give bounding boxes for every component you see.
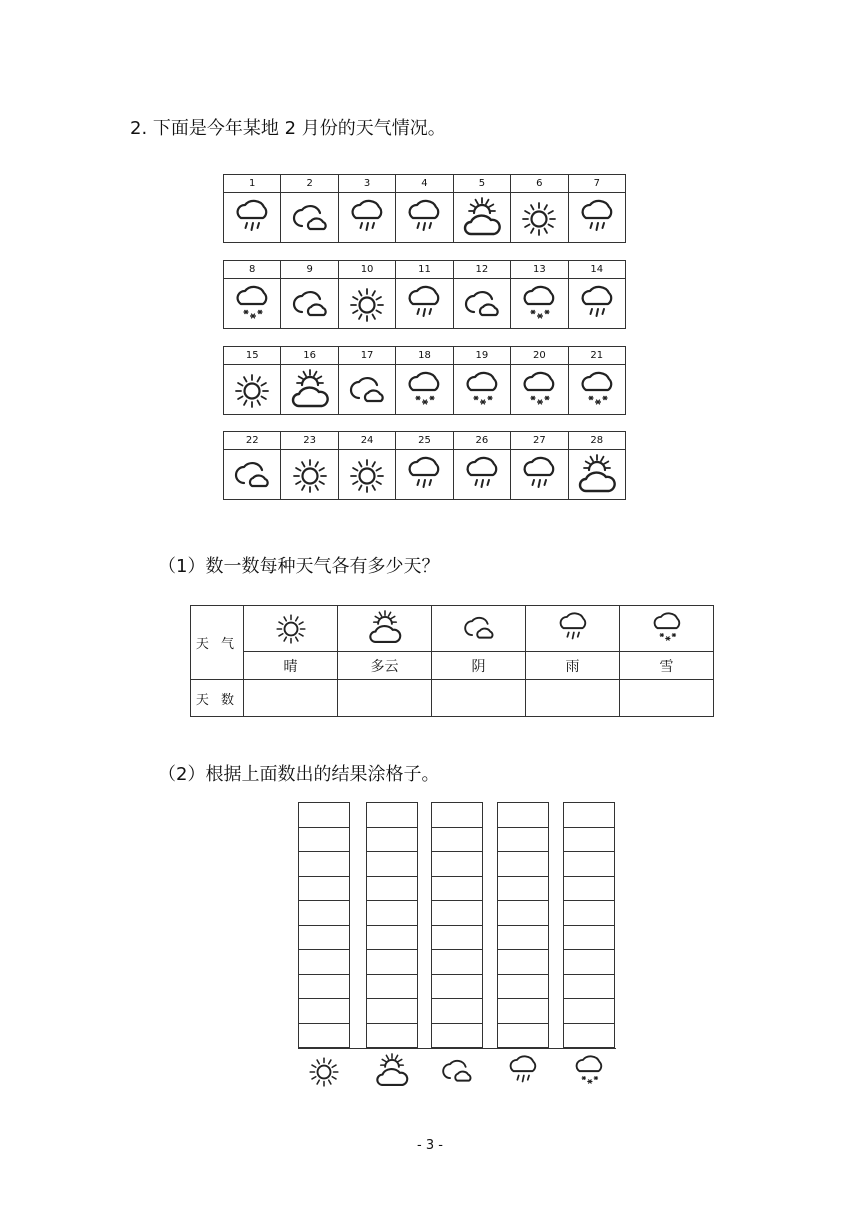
weather-icon-row (224, 193, 626, 243)
day-number: 1 (224, 175, 281, 193)
calendar-week-4 (223, 431, 626, 500)
weather-icon-row (224, 279, 626, 329)
weather-cell-sunny (244, 606, 338, 652)
weather-cell-overcast (281, 193, 338, 243)
weather-cell-partly-cloudy (281, 365, 338, 415)
grid-cell[interactable] (564, 827, 615, 852)
day-number-row (224, 347, 626, 365)
label-overcast: 阴 (432, 652, 526, 680)
day-number: 19 (453, 347, 510, 365)
day-number: 2 (281, 175, 338, 193)
grid-cell[interactable] (564, 901, 615, 926)
weather-cell-sunny (224, 365, 281, 415)
partly-cloudy-icon (366, 610, 404, 648)
weather-cell-rain (453, 450, 510, 500)
day-number: 23 (281, 432, 338, 450)
grid-cell[interactable] (564, 974, 615, 999)
label-rain: 雨 (526, 652, 620, 680)
overcast-icon (288, 283, 332, 327)
snow-icon (460, 369, 504, 413)
calendar-week-1 (223, 174, 626, 243)
weather-cell-partly-cloudy (568, 450, 625, 500)
day-number: 27 (511, 432, 568, 450)
grid-cell[interactable] (432, 974, 483, 999)
weather-icon-row (224, 365, 626, 415)
grid-cell[interactable] (432, 827, 483, 852)
grid-cell[interactable] (299, 1023, 350, 1048)
day-number: 26 (453, 432, 510, 450)
grid-cell[interactable] (299, 925, 350, 950)
grid-cell[interactable] (299, 852, 350, 877)
grid-cell[interactable] (299, 876, 350, 901)
weather-cell-rain (526, 606, 620, 652)
day-number: 21 (568, 347, 625, 365)
day-number: 12 (453, 261, 510, 279)
grid-cell[interactable] (498, 827, 549, 852)
grid-cell[interactable] (498, 803, 549, 828)
grid-column-snow (563, 802, 615, 1048)
snow-icon (575, 369, 619, 413)
grid-cell[interactable] (564, 950, 615, 975)
weather-cell-rain (511, 450, 568, 500)
grid-cell[interactable] (367, 876, 418, 901)
rain-icon (345, 197, 389, 241)
weather-icon-row (224, 450, 626, 500)
day-number: 13 (511, 261, 568, 279)
grid-cell[interactable] (432, 901, 483, 926)
day-number: 15 (224, 347, 281, 365)
sunny-icon (272, 610, 310, 648)
grid-cell[interactable] (498, 852, 549, 877)
day-number: 5 (453, 175, 510, 193)
day-number-row (224, 261, 626, 279)
partly-cloudy-icon (575, 454, 619, 498)
snow-icon (517, 283, 561, 327)
grid-cell[interactable] (367, 950, 418, 975)
grid-cell[interactable] (432, 950, 483, 975)
grid-cell[interactable] (299, 974, 350, 999)
grid-cell[interactable] (564, 999, 615, 1024)
day-number-row (224, 432, 626, 450)
day-number: 24 (338, 432, 395, 450)
weather-cell-sunny (338, 279, 395, 329)
grid-cell[interactable] (367, 803, 418, 828)
question-part-2: （2）根据上面数出的结果涂格子。 (158, 764, 440, 785)
day-number: 22 (224, 432, 281, 450)
label-row (191, 652, 714, 680)
day-number: 3 (338, 175, 395, 193)
weather-cell-overcast (453, 279, 510, 329)
day-number: 10 (338, 261, 395, 279)
day-number: 7 (568, 175, 625, 193)
label-partly-cloudy: 多云 (338, 652, 432, 680)
partly-cloudy-icon (288, 369, 332, 413)
day-number: 16 (281, 347, 338, 365)
rain-icon (575, 197, 619, 241)
weather-cell-overcast (224, 450, 281, 500)
weather-cell-partly-cloudy (453, 193, 510, 243)
rain-icon (230, 197, 274, 241)
question-title: 2. 下面是今年某地 2 月份的天气情况。 (130, 118, 446, 139)
snow-icon (570, 1053, 608, 1091)
grid-cell[interactable] (367, 999, 418, 1024)
calendar-week-2 (223, 260, 626, 329)
count-cell-snow[interactable] (620, 680, 714, 717)
weather-cell-snow (453, 365, 510, 415)
rain-icon (402, 283, 446, 327)
rain-icon (402, 454, 446, 498)
grid-cell[interactable] (432, 1023, 483, 1048)
grid-cell[interactable] (498, 950, 549, 975)
label-sunny: 晴 (244, 652, 338, 680)
day-number: 11 (396, 261, 453, 279)
sunny-icon (288, 454, 332, 498)
icon-row (191, 606, 714, 652)
rain-icon (517, 454, 561, 498)
days-header: 天 数 (191, 680, 244, 717)
grid-cell[interactable] (367, 852, 418, 877)
count-cell-overcast[interactable] (432, 680, 526, 717)
weather-cell-rain (396, 193, 453, 243)
rain-icon (402, 197, 446, 241)
grid-cell[interactable] (564, 852, 615, 877)
snow-icon (517, 369, 561, 413)
weather-cell-rain (224, 193, 281, 243)
grid-cell[interactable] (432, 852, 483, 877)
weather-cell-snow (396, 365, 453, 415)
weather-cell-rain (568, 193, 625, 243)
weather-cell-snow (224, 279, 281, 329)
day-number: 28 (568, 432, 625, 450)
grid-cell[interactable] (564, 1023, 615, 1048)
grid-cell[interactable] (498, 876, 549, 901)
question-part-1: （1）数一数每种天气各有多少天？ (158, 556, 440, 577)
grid-cell[interactable] (299, 950, 350, 975)
sunny-icon (230, 369, 274, 413)
day-number: 20 (511, 347, 568, 365)
grid-cell[interactable] (367, 1023, 418, 1048)
grid-cell[interactable] (498, 999, 549, 1024)
day-number: 17 (338, 347, 395, 365)
day-number: 9 (281, 261, 338, 279)
grid-cell[interactable] (367, 974, 418, 999)
day-number: 18 (396, 347, 453, 365)
weather-cell-overcast (338, 365, 395, 415)
day-number: 6 (511, 175, 568, 193)
weather-cell-sunny (511, 193, 568, 243)
grid-cell[interactable] (564, 925, 615, 950)
grid-cell[interactable] (498, 901, 549, 926)
overcast-icon (460, 283, 504, 327)
weather-cell-snow (620, 606, 714, 652)
weather-cell-snow (511, 365, 568, 415)
day-number: 4 (396, 175, 453, 193)
grid-cell[interactable] (367, 925, 418, 950)
grid-cell[interactable] (299, 999, 350, 1024)
day-number: 25 (396, 432, 453, 450)
overcast-icon (460, 610, 498, 648)
day-number: 8 (224, 261, 281, 279)
weather-header: 天 气 (191, 606, 244, 680)
weather-cell-partly-cloudy (338, 606, 432, 652)
grid-column-partly (366, 802, 418, 1048)
grid-column-rain (497, 802, 549, 1048)
partly-cloudy-icon (460, 197, 504, 241)
sunny-icon (305, 1053, 343, 1091)
overcast-icon (288, 197, 332, 241)
grid-cell[interactable] (564, 803, 615, 828)
grid-cell[interactable] (299, 803, 350, 828)
grid-column-cloudy (431, 802, 483, 1048)
weather-cell-rain (396, 450, 453, 500)
weather-cell-rain (396, 279, 453, 329)
grid-cell[interactable] (498, 1023, 549, 1048)
snow-icon (402, 369, 446, 413)
sunny-icon (517, 197, 561, 241)
weather-cell-overcast (281, 279, 338, 329)
weather-count-table (190, 605, 714, 717)
grid-cell[interactable] (498, 974, 549, 999)
partly-cloudy-icon (373, 1053, 411, 1091)
grid-cell[interactable] (299, 827, 350, 852)
count-cell-sunny[interactable] (244, 680, 338, 717)
grid-column-sunny (298, 802, 350, 1048)
grid-baseline (298, 1048, 616, 1049)
label-snow: 雪 (620, 652, 714, 680)
count-row (191, 680, 714, 717)
count-cell-rain[interactable] (526, 680, 620, 717)
weather-cell-snow (511, 279, 568, 329)
grid-cell[interactable] (367, 827, 418, 852)
grid-cell[interactable] (432, 999, 483, 1024)
weather-cell-rain (338, 193, 395, 243)
weather-cell-snow (568, 365, 625, 415)
grid-cell[interactable] (432, 803, 483, 828)
grid-cell[interactable] (498, 925, 549, 950)
overcast-icon (438, 1053, 476, 1091)
weather-cell-sunny (281, 450, 338, 500)
grid-cell[interactable] (432, 925, 483, 950)
grid-cell[interactable] (299, 901, 350, 926)
grid-cell[interactable] (367, 901, 418, 926)
overcast-icon (230, 454, 274, 498)
day-number: 14 (568, 261, 625, 279)
weather-cell-overcast (432, 606, 526, 652)
grid-cell[interactable] (432, 876, 483, 901)
snow-icon (230, 283, 274, 327)
rain-icon (460, 454, 504, 498)
grid-cell[interactable] (564, 876, 615, 901)
weather-cell-rain (568, 279, 625, 329)
overcast-icon (345, 369, 389, 413)
weather-cell-sunny (338, 450, 395, 500)
day-number-row (224, 175, 626, 193)
rain-icon (554, 610, 592, 648)
calendar-week-3 (223, 346, 626, 415)
snow-icon (648, 610, 686, 648)
rain-icon (575, 283, 619, 327)
page-number: - 3 - (417, 1138, 443, 1153)
sunny-icon (345, 454, 389, 498)
sunny-icon (345, 283, 389, 327)
count-cell-partly-cloudy[interactable] (338, 680, 432, 717)
rain-icon (504, 1053, 542, 1091)
